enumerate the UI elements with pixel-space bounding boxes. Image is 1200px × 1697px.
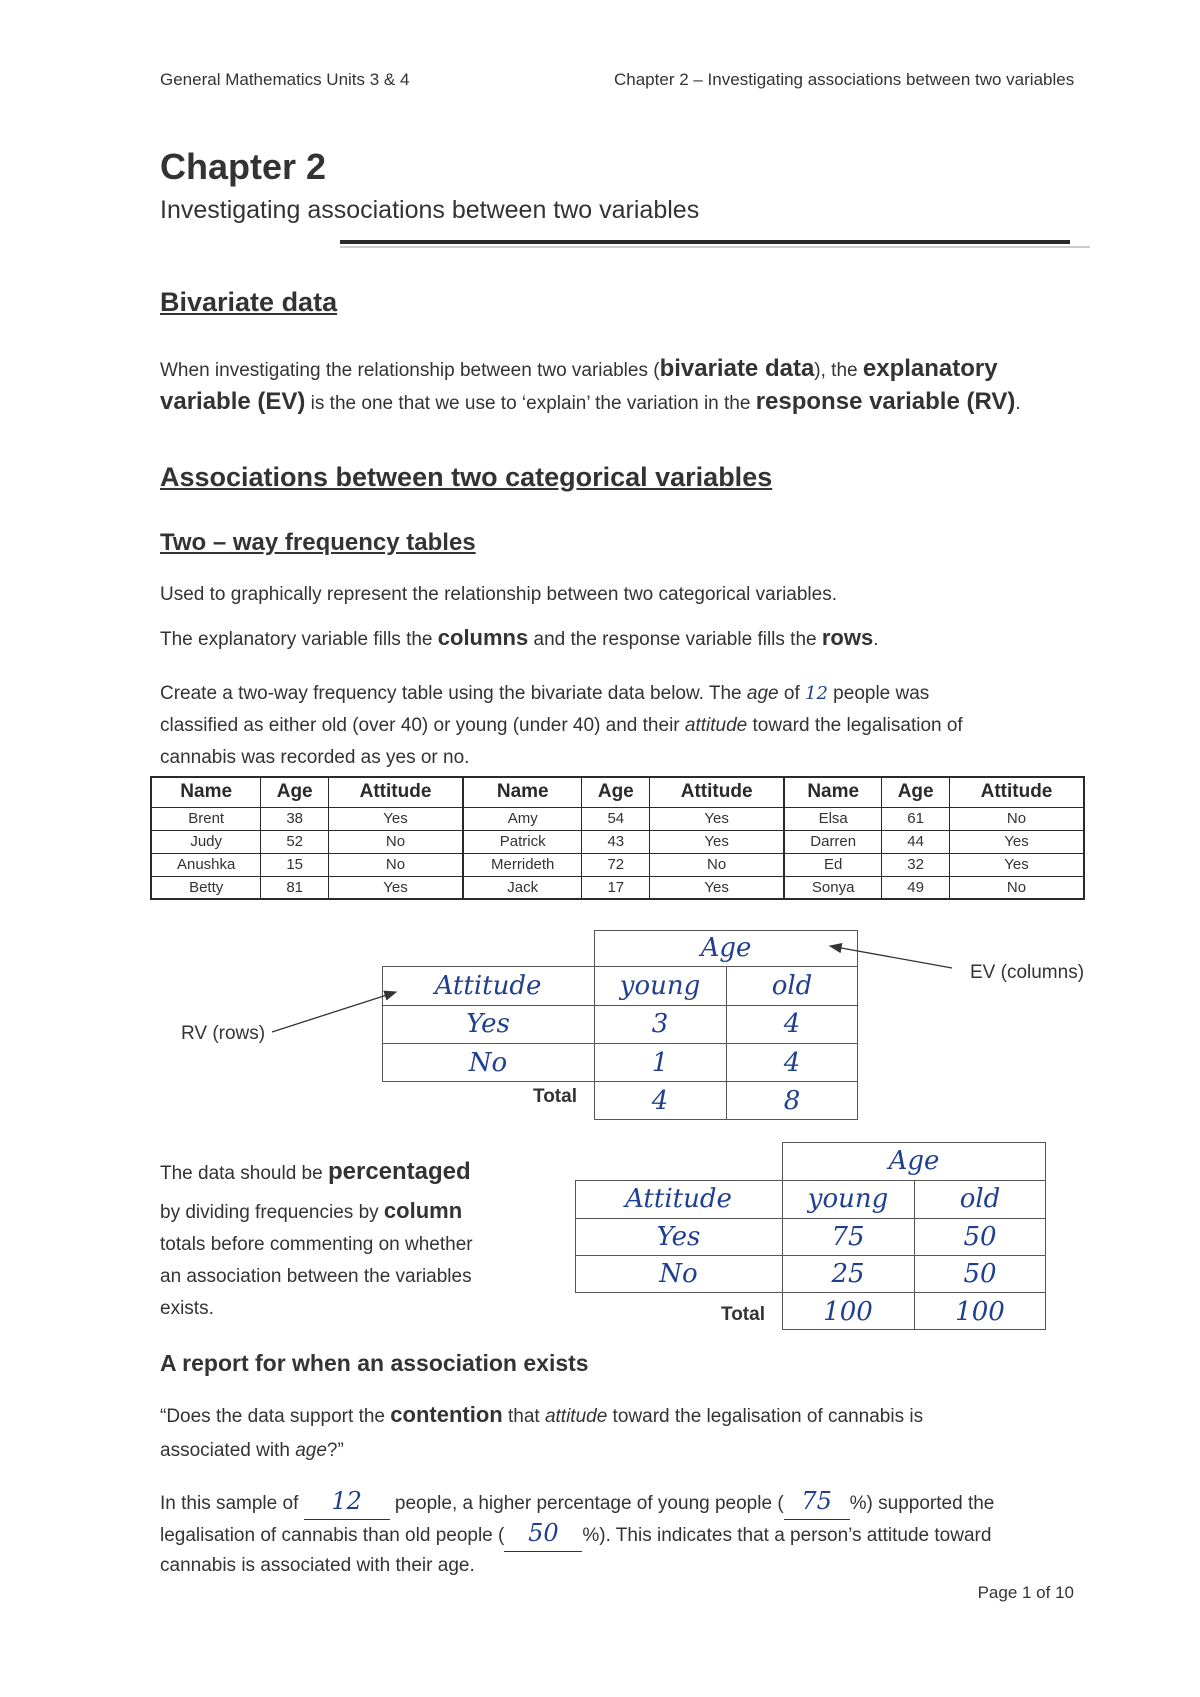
column-header: Name <box>151 777 261 807</box>
text: “Does the data support the <box>160 1406 391 1427</box>
report-heading: A report for when an association exists <box>160 1350 589 1376</box>
term-attitude: attitude <box>544 1406 608 1427</box>
term-age: age <box>295 1440 327 1461</box>
term-rows: rows <box>821 625 874 650</box>
freq-cell-yes-young: 3 <box>651 1009 669 1039</box>
column-header: Age <box>882 777 950 807</box>
table-cell: Elsa <box>784 807 882 830</box>
text: of <box>778 683 805 704</box>
text: by dividing frequencies by <box>160 1202 384 1223</box>
table-cell: 15 <box>261 853 329 876</box>
freq-no-row-label: No <box>468 1047 508 1078</box>
table-cell: Sonya <box>784 876 882 899</box>
percentaged-line2 <box>160 1195 462 1228</box>
table-cell: Yes <box>650 876 784 899</box>
column-header: Age <box>261 777 329 807</box>
report-answer-line2 <box>160 1518 991 1552</box>
rv-arrow <box>272 992 396 1032</box>
term-age: age <box>746 683 779 704</box>
table-cell: Yes <box>950 830 1085 853</box>
term-column: column <box>383 1198 463 1223</box>
freq-old-heading: old <box>771 970 813 1001</box>
table-cell: No <box>950 876 1085 899</box>
table-cell: Betty <box>151 876 261 899</box>
young-percent-blank <box>784 1486 850 1520</box>
text: people, a higher percentage of young people ( <box>389 1493 784 1514</box>
table-cell: Anushka <box>151 853 261 876</box>
table-cell: 32 <box>882 853 950 876</box>
table-cell: 38 <box>261 807 329 830</box>
freq-cell-no-young: 1 <box>651 1047 669 1078</box>
two-way-heading: Two – way frequency tables <box>160 529 476 556</box>
table-cell: No <box>329 830 463 853</box>
report-answer-line1 <box>160 1486 994 1520</box>
table-cell: Patrick <box>463 830 582 853</box>
table-cell: Ed <box>784 853 882 876</box>
freq-young-heading: young <box>619 970 701 1001</box>
text: is the one that we use to ‘explain’ the variation in the <box>305 393 756 414</box>
ev-columns-label: EV (columns) <box>970 962 1085 983</box>
table-cell: 17 <box>582 876 650 899</box>
table-cell: No <box>650 853 784 876</box>
column-header: Name <box>784 777 882 807</box>
table-cell: Yes <box>329 876 463 899</box>
text: that <box>502 1406 545 1427</box>
pct-cell-yes-young: 75 <box>831 1221 865 1252</box>
freq-age-heading: Age <box>700 933 752 963</box>
text: legalisation of cannabis than old people ( <box>160 1525 505 1546</box>
pct-no-row-label: No <box>659 1259 698 1289</box>
table-cell: Brent <box>151 807 261 830</box>
table-cell: Merrideth <box>463 853 582 876</box>
two-way-line1: Used to graphically represent the relationship between two categorical variables. <box>160 584 837 605</box>
text: ?” <box>326 1440 344 1461</box>
text: . <box>873 629 879 650</box>
column-header: Attitude <box>329 777 463 807</box>
header-left: General Mathematics Units 3 & 4 <box>160 70 410 89</box>
header-right: Chapter 2 – Investigating associations between two variables <box>614 70 1075 89</box>
table-cell: Judy <box>151 830 261 853</box>
table-cell: Yes <box>650 807 784 830</box>
table-cell: Yes <box>950 853 1085 876</box>
old-percent-blank <box>504 1518 582 1552</box>
report-question-line1 <box>160 1399 923 1432</box>
freq-cell-no-old: 4 <box>783 1047 801 1078</box>
percentaged-line5: exists. <box>160 1298 214 1319</box>
table-cell: 44 <box>882 830 950 853</box>
text: and the response variable fills the <box>528 629 822 650</box>
term-percentaged: percentaged <box>327 1158 471 1185</box>
table-cell: Jack <box>463 876 582 899</box>
term-contention: contention <box>390 1402 503 1427</box>
bivariate-heading: Bivariate data <box>160 287 338 317</box>
text: toward the legalisation of <box>747 715 963 736</box>
chapter-title: Chapter 2 <box>160 146 327 187</box>
pct-yes-row-label: Yes <box>656 1221 701 1252</box>
associations-heading: Associations between two categorical variables <box>160 462 773 492</box>
pct-old-heading: old <box>959 1184 1001 1214</box>
page-number: Page 1 of 10 <box>977 1583 1074 1602</box>
pct-age-heading: Age <box>888 1146 940 1176</box>
text: toward the legalisation of cannabis is <box>607 1406 924 1427</box>
column-header: Age <box>582 777 650 807</box>
text: The explanatory variable fills the <box>160 629 438 650</box>
report-question-line2 <box>160 1435 344 1466</box>
column-header: Name <box>463 777 582 807</box>
table-cell: 61 <box>882 807 950 830</box>
freq-total-label: Total <box>533 1086 577 1107</box>
term-rv: response variable (RV) <box>755 388 1016 415</box>
report-answer-line3: cannabis is associated with their age. <box>160 1555 475 1576</box>
rv-rows-label: RV (rows) <box>181 1023 266 1044</box>
pct-total-label: Total <box>721 1304 765 1325</box>
table-cell: Amy <box>463 807 582 830</box>
freq-total-old: 8 <box>783 1086 801 1116</box>
table-cell: 72 <box>582 853 650 876</box>
freq-yes-row-label: Yes <box>466 1009 510 1039</box>
text: classified as either old (over 40) or young (under 40) and their <box>160 715 685 736</box>
table-cell: 49 <box>882 876 950 899</box>
freq-cell-yes-old: 4 <box>783 1009 801 1039</box>
handwritten-old-percent: 50 <box>528 1519 559 1547</box>
table-cell: Darren <box>784 830 882 853</box>
text: %). This indicates that a person’s attitude toward <box>582 1525 992 1546</box>
text: associated with <box>160 1440 296 1461</box>
chapter-subtitle: Investigating associations between two variables <box>160 196 700 224</box>
freq-attitude-heading: Attitude <box>434 970 542 1001</box>
pct-cell-no-young: 25 <box>831 1259 865 1289</box>
text: The data should be <box>160 1163 328 1184</box>
instruction-line3: cannabis was recorded as yes or no. <box>160 747 470 768</box>
percentaged-line3: totals before commenting on whether <box>160 1234 473 1255</box>
pct-young-heading: young <box>807 1184 889 1214</box>
text: In this sample of <box>160 1493 304 1514</box>
handwritten-sample-size: 12 <box>331 1487 362 1515</box>
text: . <box>1015 393 1021 414</box>
freq-total-young: 4 <box>651 1086 669 1116</box>
text: ), the <box>814 360 863 381</box>
percentaged-line1 <box>160 1156 471 1189</box>
table-cell: 81 <box>261 876 329 899</box>
percentaged-line4: an association between the variables <box>160 1266 472 1287</box>
text: When investigating the relationship between two variables ( <box>160 360 660 381</box>
column-header: Attitude <box>650 777 784 807</box>
pct-total-old: 100 <box>955 1296 1005 1327</box>
table-cell: No <box>329 853 463 876</box>
table-cell: 43 <box>582 830 650 853</box>
text: Create a two-way frequency table using the bivariate data below. The <box>160 683 747 704</box>
ev-arrow <box>830 946 952 968</box>
table-cell: No <box>950 807 1085 830</box>
text: people was <box>827 683 930 704</box>
sample-size-blank <box>304 1486 390 1520</box>
term-columns: columns <box>437 625 529 650</box>
table-cell: Yes <box>650 830 784 853</box>
handwritten-count: 12 <box>805 683 828 704</box>
term-explanatory: explanatory <box>862 355 998 382</box>
term-ev: variable (EV) <box>160 388 306 415</box>
handwritten-young-percent: 75 <box>801 1487 832 1515</box>
term-attitude: attitude <box>684 715 748 736</box>
text: %) supported the <box>849 1493 995 1514</box>
pct-cell-no-old: 50 <box>963 1259 997 1289</box>
pct-total-young: 100 <box>823 1296 873 1327</box>
table-cell: 54 <box>582 807 650 830</box>
term-bivariate: bivariate data <box>659 355 815 382</box>
pct-attitude-heading: Attitude <box>625 1184 732 1214</box>
table-cell: Yes <box>329 807 463 830</box>
pct-cell-yes-old: 50 <box>963 1221 997 1252</box>
column-header: Attitude <box>950 777 1085 807</box>
table-cell: 52 <box>261 830 329 853</box>
